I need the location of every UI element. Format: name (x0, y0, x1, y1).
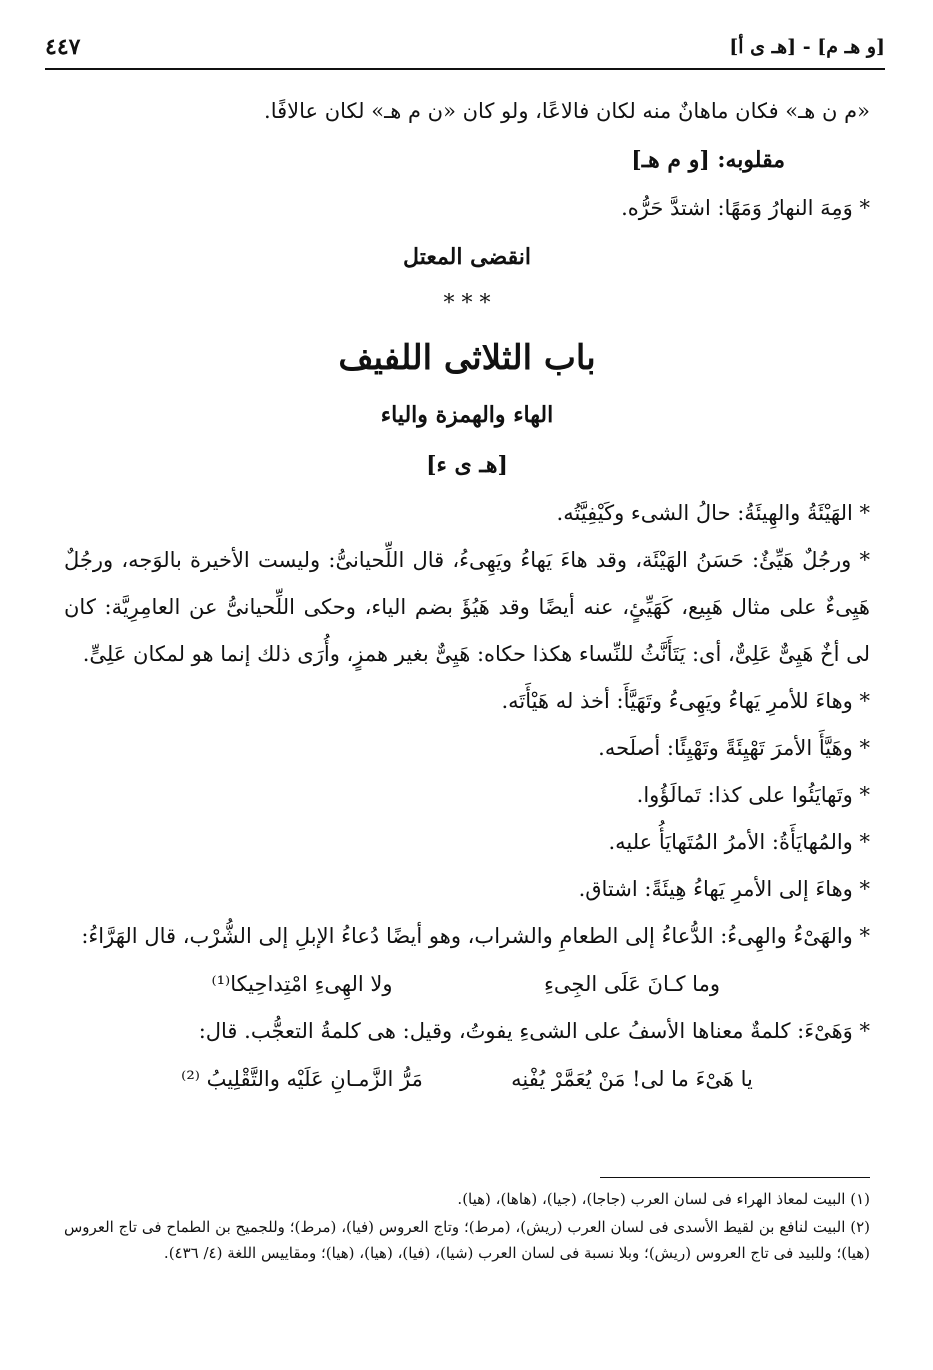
poetry-verse-1 (64, 960, 870, 1008)
section-title: الهاء والهمزة والياء (380, 402, 554, 428)
root-heading: [هـ ى ء] (426, 452, 508, 478)
dictionary-entry: * ورجُلٌ هَيِّئٌ: حَسَنُ الهَيْئَة، وقد هاءَ يَهاءُ ويَهِىءُ، قال اللِّحيانىُّ: وليست الأخيرة بالوَجه، ورجُلٌ هَيِىءٌ على مثال هَبِيع، كَهَيِّئٍ، عنه أيضًا وقد هَيُؤَ بضم الياء، وحكى اللِّحيانىُّ عن العامِرِيَّة: كان لى أخٌ هَيِىٌّ عَلِىٌّ، أى: يَتَأَنَّثُ للنِّساء هكذا حكاه: هَيِىٌّ بغير همزٍ، وأُرَى ذلك إنما هو لمكان عَلِىٍّ. (64, 548, 870, 666)
poetry-verse-2 (64, 1055, 870, 1103)
heading-maqlub: مقلوبه: [و م هـ] (631, 147, 785, 173)
footnotes (64, 1186, 870, 1268)
dictionary-entry-hay: * وَهَىْءَ: كلمةٌ معناها الأسفُ على الشىءِ يفوتُ، وقيل: هى كلمةُ التعجُّب. قال: (198, 1019, 870, 1043)
verse-1-second-hemistich: ولا الهِىءِ امْتِداحِيكا⁽¹⁾ (211, 972, 393, 996)
dictionary-entry: * الهَيْئَةُ والهِيئَةُ: حالُ الشىء وكَيْفِيَّتُه. (556, 501, 870, 525)
section-separator-stars: * * * (443, 291, 491, 316)
footnote: (١) البيت لمعاذ الهراء فى لسان العرب (جاجا)، (جيا)، (هاها)، (هيا). (457, 1190, 870, 1208)
heading-end-of-section: انقضى المعتل (403, 244, 531, 270)
dictionary-entry: * وهَيَّأَ الأمرَ تَهْيِئَةً وتَهْيِئًا: أصلَحه. (598, 736, 870, 760)
paragraph-continuation: «م ن هـ» فكان ماهانٌ منه لكان فالاعًا، ولو كان «ن م هـ» لكان عالافًا. (264, 99, 870, 123)
chapter-title: باب الثلاثى اللفيف (338, 338, 596, 378)
entry-wamah: * وَمِهَ النهارُ وَمَهًا: اشتدَّ حَرُّه. (621, 196, 870, 220)
verse-2-second-hemistich: مَرُّ الزَّمـانِ عَلَيْه والتَّقْلِيبُ ⁽²⁾ (181, 1067, 423, 1091)
dictionary-entry: * وهاءَ إلى الأمرِ يَهاءُ هِيئَةً: اشتاق. (578, 877, 870, 901)
dictionary-entry: * وتَهايَئُوا على كذا: تَمالَؤُوا. (636, 783, 870, 807)
running-header (45, 30, 885, 64)
page-number: ٤٤٧ (45, 34, 81, 60)
verse-1-first-hemistich: وما كـانَ عَلَى الجِىءِ (544, 972, 720, 996)
footnote: (٢) البيت لنافع بن لقيط الأسدى فى لسان العرب (ريش)، (مرط)؛ وتاج العروس (فيا)، (مرط)؛ وللجميح بن الطماح فى تاج العروس (هيا)؛ وللبيد فى تاج العروس (ريش)؛ وبلا نسبة فى لسان العرب (شيا)، (فيا)، (هيا)، (هيا)؛ ومقاييس اللغة (٤/ ٤٣٦). (64, 1218, 870, 1262)
dictionary-entry: * والمُهايَأَةُ: الأمرُ المُتَهايَأُ عليه. (608, 830, 870, 854)
dictionary-entry: * والهَىْءُ والهِىءُ: الدُّعاءُ إلى الطعامِ والشراب، وهو أيضًا دُعاءُ الإبلِ إلى الشُّرْب، قال الهَرَّاءُ: (81, 924, 870, 948)
verse-2-first-hemistich: يا هَىْءَ ما لى! مَنْ يُعَمَّرْ يُفْنِه (511, 1067, 753, 1091)
dictionary-entry: * وهاءَ للأمرِ يَهاءُ ويَهِىءُ وتَهَيَّأَ: أخذ له هَيْأَتَه. (501, 689, 870, 713)
header-divider (45, 68, 885, 70)
root-reference: [و هـ م] - [هـ ى أ] (729, 36, 885, 58)
main-text (64, 88, 870, 1103)
footnote-divider (600, 1177, 870, 1178)
